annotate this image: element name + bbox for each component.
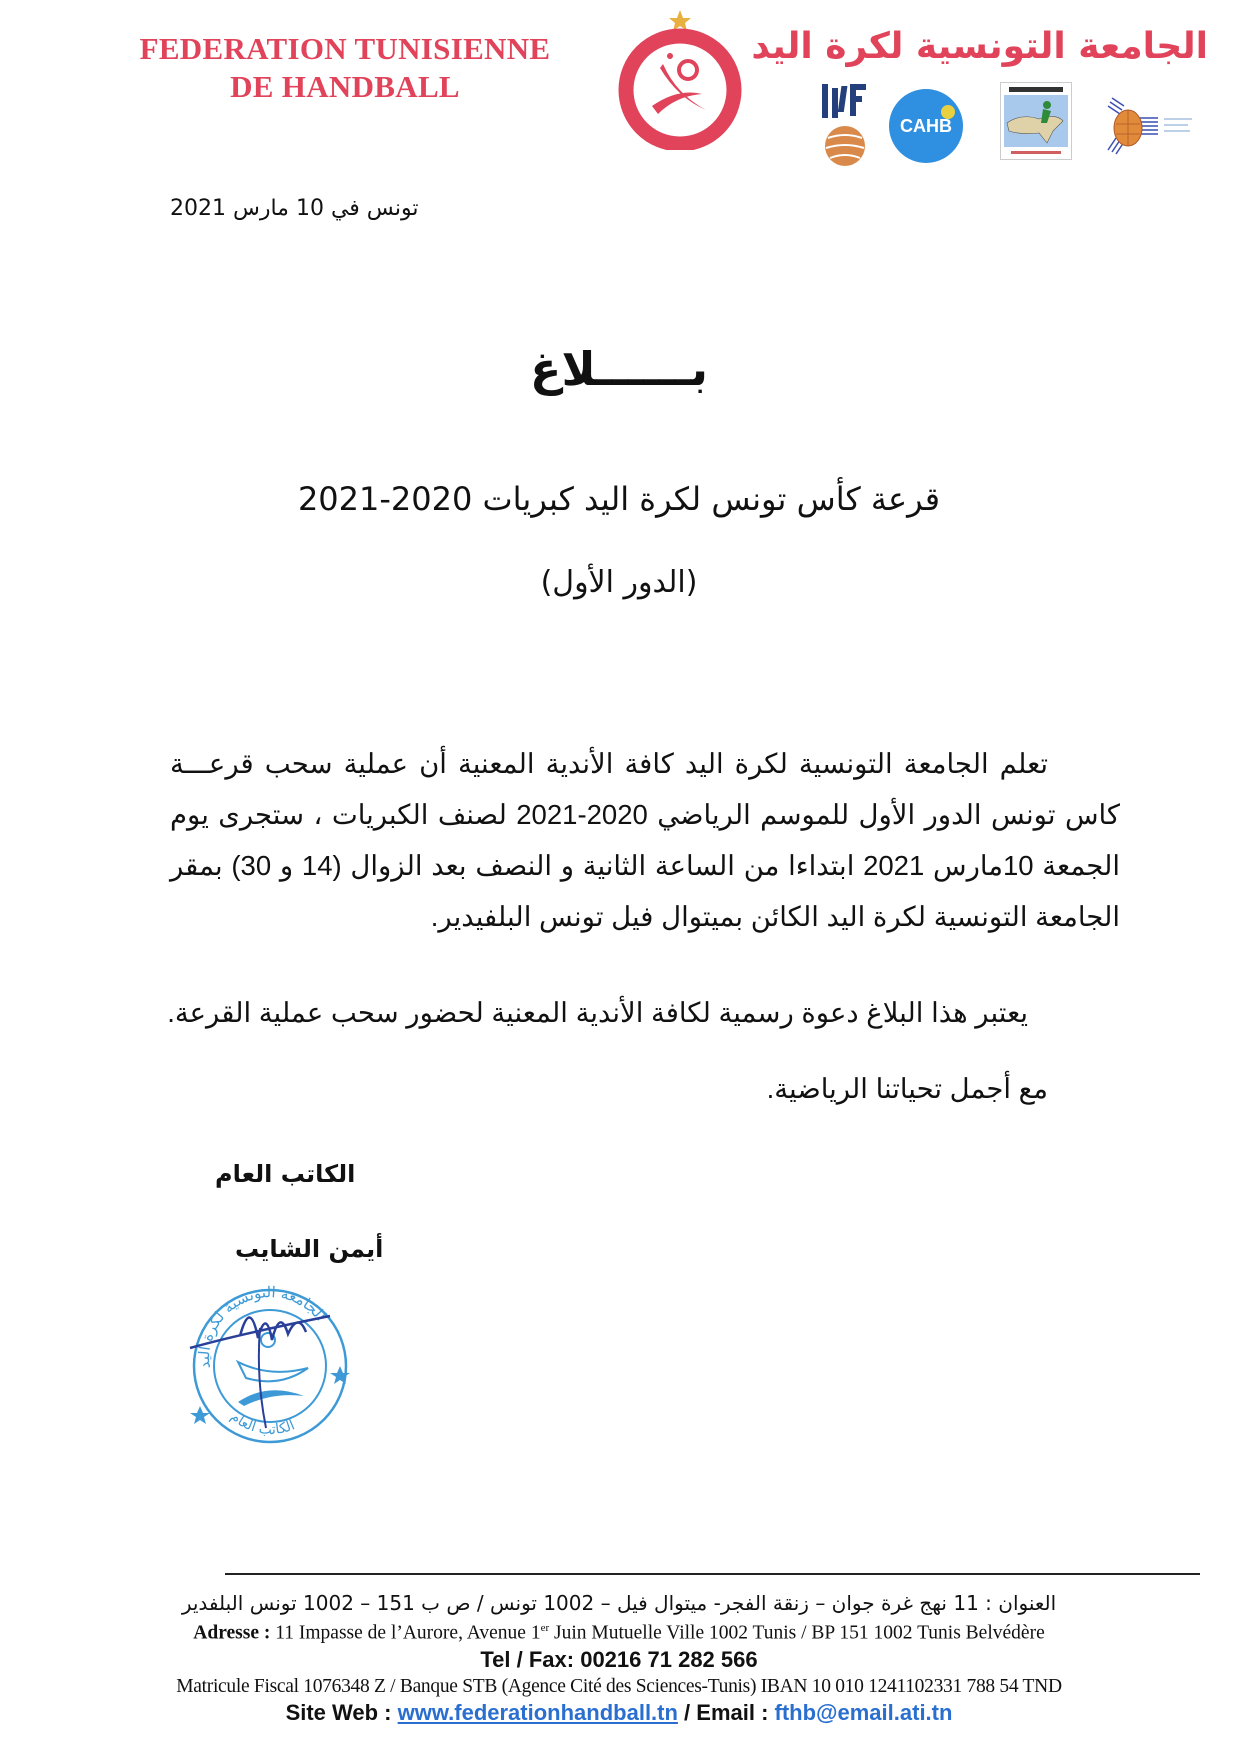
org-name-fr-line1: FEDERATION TUNISIENNE	[139, 31, 551, 66]
official-stamp-icon	[180, 1278, 360, 1448]
signatory-title: الكاتب العام	[215, 1160, 356, 1188]
org-name-fr-line2: DE HANDBALL	[230, 69, 460, 104]
invitation-text: يعتبر هذا البلاغ دعوة رسمية لكافة الأندية المعنية لحضور سحب عملية القرعة.	[167, 997, 1028, 1028]
footer-tel-fax: Tel / Fax: 00216 71 282 566	[480, 1647, 758, 1672]
stamp-text-bottom: الكاتب العام	[227, 1408, 298, 1439]
address-part2: Juin Mutuelle Ville 1002 Tunis / BP 151 1002 Tunis Belvédère	[549, 1622, 1045, 1644]
website-link[interactable]: www.federationhandball.tn	[397, 1700, 678, 1725]
address-label: Adresse :	[193, 1622, 271, 1644]
email-label: / Email :	[677, 1700, 775, 1725]
site-label: Site Web :	[285, 1700, 398, 1725]
document-date: تونس في 10 مارس 2021	[170, 196, 419, 221]
handball-ball-logo-icon	[1106, 96, 1196, 160]
document-subject: قرعة كأس تونس لكرة اليد كبريات 2020-2021	[297, 480, 941, 518]
footer-address-ar: العنوان : 11 نهج غرة جوان – زنقة الفجر- ميتوال فيل – 1002 تونس / ص ب 151 – 1002 تونس البلفدير	[181, 1591, 1057, 1615]
email-link[interactable]: fthb@email.ati.tn	[774, 1700, 953, 1725]
document-heading: بــــــلاغ	[530, 342, 708, 396]
org-name-fr	[120, 30, 570, 106]
svg-text:CAHB: CAHB	[900, 116, 952, 136]
federation-emblem-icon	[618, 6, 742, 150]
arab-handball-federation-logo-icon	[1000, 82, 1072, 160]
footer-contact	[0, 1700, 1238, 1726]
org-name-ar: الجامعة التونسية لكرة اليد	[751, 26, 1208, 67]
footer-divider	[225, 1573, 1200, 1575]
cahb-logo-icon	[888, 88, 964, 164]
document-round: (الدور الأول)	[540, 565, 698, 600]
stamp-text-top: الجامعة التونسية لكرة اليد	[195, 1283, 330, 1370]
footer-address-fr	[0, 1622, 1238, 1645]
signatory-name: أيمن الشايب	[235, 1235, 384, 1263]
address-superscript: er	[540, 1622, 550, 1634]
footer-fiscal-bank: Matricule Fiscal 1076348 Z / Banque STB (Agence Cité des Sciences-Tunis) IBAN 10 010 1241102331 788 54 TND	[176, 1676, 1062, 1697]
ihf-logo-icon	[820, 82, 870, 168]
closing-text: مع أجمل تحياتنا الرياضية.	[766, 1073, 1048, 1104]
announcement-paragraph: تعلم الجامعة التونسية لكرة اليد كافة الأندية المعنية أن عملية سحب قرعـــة كاس تونس الدور الأول للموسم الرياضي 2020-2021 لصنف الكبريات ، ستجرى يوم الجمعة 10مارس 2021 ابتداءا من الساعة الثانية و النصف بعد الزوال (14 و 30) بمقر الجامعة التونسية لكرة اليد الكائن بميتوال فيل تونس البلفيدير.	[170, 748, 1120, 932]
address-part1: 11 Impasse de l’Aurore, Avenue 1	[270, 1622, 541, 1644]
